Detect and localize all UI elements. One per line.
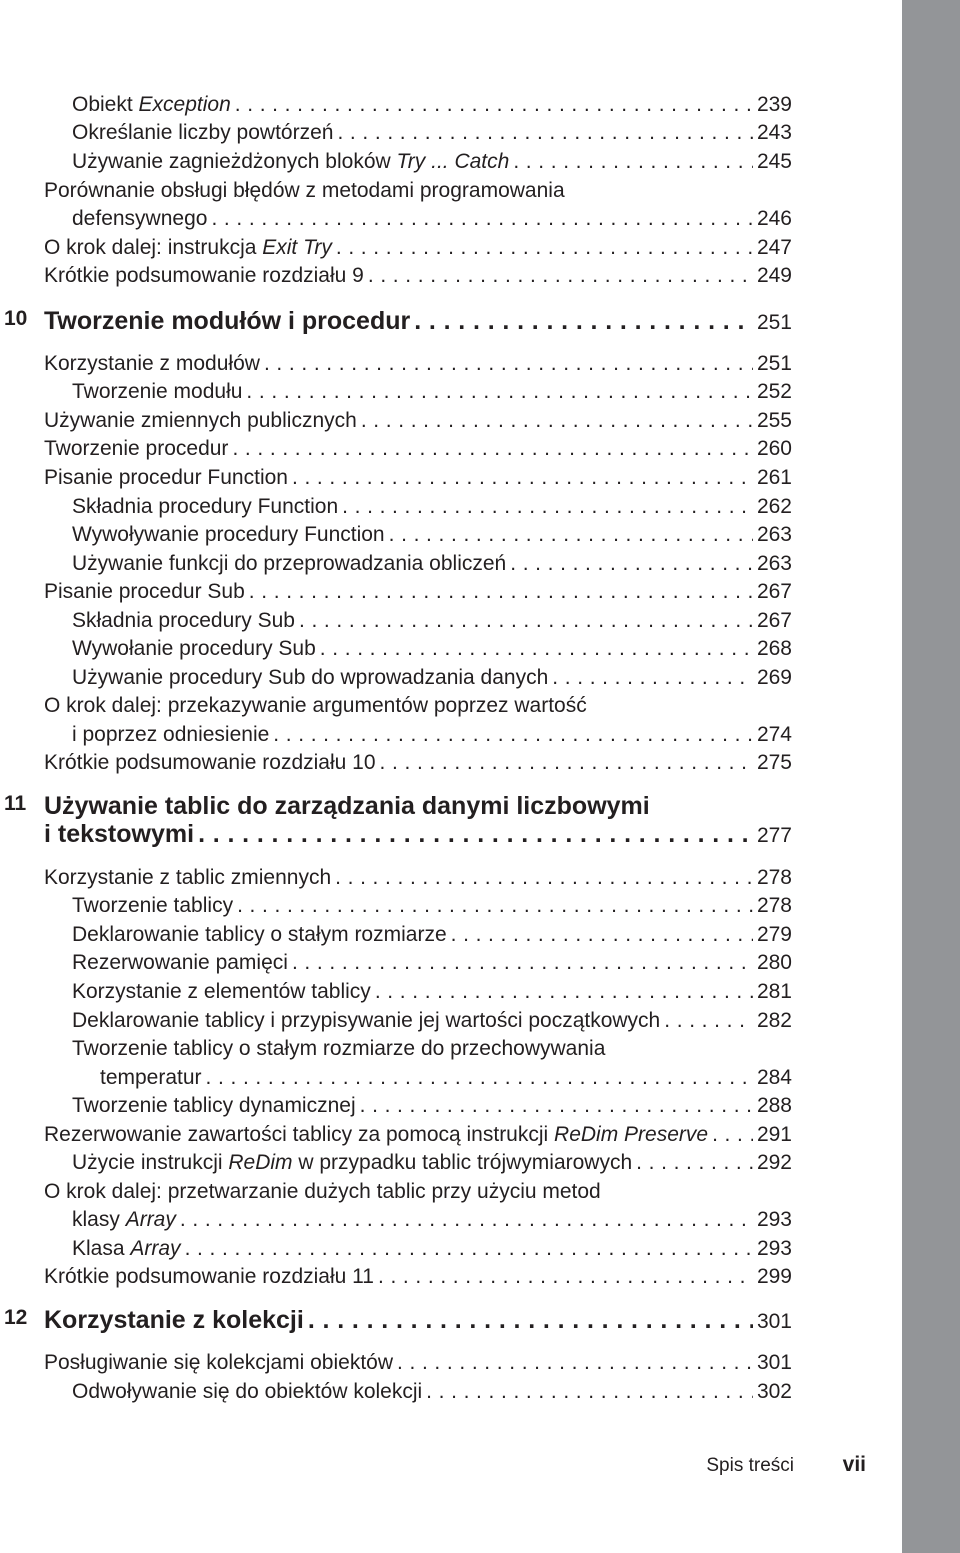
toc-entry (0, 864, 792, 892)
dot-leader (712, 1121, 753, 1149)
dot-leader (237, 892, 753, 920)
toc-entry-text: Tworzenie modułu (72, 380, 243, 403)
toc-entry-text: i poprzez odniesienie (72, 723, 270, 746)
toc-entry-text: Używanie procedury Sub do wprowadzania danych (72, 666, 549, 689)
toc-entry (0, 550, 792, 578)
chapter-title: i tekstowymi (44, 820, 195, 848)
toc-entry (0, 1121, 792, 1149)
dot-leader (375, 978, 753, 1006)
toc-entry-label (44, 234, 332, 262)
dot-leader (206, 1064, 753, 1092)
dot-leader (185, 1235, 753, 1263)
toc-page-number: 267 (756, 609, 792, 632)
toc-entry (0, 978, 792, 1006)
toc-page-number: 246 (756, 207, 792, 230)
toc-page-number: 269 (756, 666, 792, 689)
toc-entry (0, 949, 792, 977)
dot-leader (180, 1206, 753, 1234)
toc-page-number: 239 (756, 93, 792, 116)
toc-page-number: 261 (756, 466, 792, 489)
toc-page-number: 262 (756, 495, 792, 518)
toc-entry-label (72, 148, 509, 176)
dot-leader (510, 550, 753, 578)
toc-entry (0, 1092, 792, 1120)
dot-leader (426, 1378, 753, 1406)
toc-entry-label (72, 378, 242, 406)
toc-entry-emphasis: Array (130, 1237, 181, 1260)
toc-entry-emphasis: Array (125, 1208, 176, 1231)
toc-entry-text: Korzystanie z tablic zmiennych (44, 866, 332, 889)
chapter-page-number: 277 (756, 824, 792, 847)
toc-entry-label (44, 464, 288, 492)
toc-page-number: 284 (756, 1066, 792, 1089)
toc-page-number: 268 (756, 637, 792, 660)
toc-page-number: 278 (756, 894, 792, 917)
dot-leader (397, 1349, 753, 1377)
toc-entry-label (72, 607, 295, 635)
toc-entry-text: Korzystanie z elementów tablicy (72, 980, 371, 1003)
chapter-entry (0, 305, 792, 337)
toc-page-number: 245 (756, 150, 792, 173)
toc-entry (0, 521, 792, 549)
toc-entry (0, 1206, 792, 1234)
toc-entry-text: Użycie instrukcji (72, 1151, 229, 1174)
toc-page-number: 291 (756, 1123, 792, 1146)
toc-entry-text: Posługiwanie się kolekcjami obiektów (44, 1351, 394, 1374)
toc-entry (0, 148, 792, 176)
toc-entry-text: Klasa (72, 1237, 131, 1260)
toc-entry (0, 234, 792, 262)
toc-entry (0, 1263, 792, 1291)
toc-entry-label (72, 1092, 356, 1120)
toc-entry-text: Tworzenie procedur (44, 437, 229, 460)
toc-entry-label (72, 1149, 632, 1177)
toc-entry-label (44, 749, 376, 777)
dot-leader (249, 578, 753, 606)
toc-entry (0, 1235, 792, 1263)
toc-entry-text: Krótkie podsumowanie rozdziału 10 (44, 751, 376, 774)
toc-entry (0, 350, 792, 378)
toc-entry-text: Odwoływanie się do obiektów kolekcji (72, 1380, 423, 1403)
toc-page-number: 280 (756, 951, 792, 974)
toc-entry-emphasis: Try ... Catch (396, 150, 510, 173)
toc-entry-text: Deklarowanie tablicy i przypisywanie jej wartości początkowych (72, 1009, 661, 1032)
toc-entry (0, 91, 792, 119)
toc-entry-label (72, 721, 269, 749)
toc-entry (0, 378, 792, 406)
toc-entry (0, 119, 792, 147)
toc-entry-text: Tworzenie tablicy (72, 894, 234, 917)
toc-page-number: 267 (756, 580, 792, 603)
toc-entry-label (72, 1235, 181, 1263)
toc-entry (0, 635, 792, 663)
chapter-title: Tworzenie modułów i procedur (44, 307, 411, 335)
toc-entry-text: Deklarowanie tablicy o stałym rozmiarze (72, 923, 447, 946)
toc-entry-label (72, 892, 233, 920)
dot-leader (368, 262, 753, 290)
toc-entry-label (72, 521, 385, 549)
toc-entry-label (72, 1007, 660, 1035)
toc-entry-emphasis: Exception (138, 93, 231, 116)
toc-entry (0, 205, 792, 233)
chapter-entry (0, 818, 792, 850)
toc-page-number: 263 (756, 552, 792, 575)
toc-entry-text: Tworzenie tablicy dynamicznej (72, 1094, 356, 1117)
toc-entry (0, 921, 792, 949)
toc-entry-text: Używanie zagnieżdżonych bloków (72, 150, 397, 173)
toc-entry-text: Krótkie podsumowanie rozdziału 11 (44, 1265, 374, 1288)
toc-entry-text: Wywołanie procedury Sub (72, 637, 316, 660)
dot-leader (451, 921, 753, 949)
dot-leader (198, 818, 753, 850)
toc-page-number: 278 (756, 866, 792, 889)
toc-entry-emphasis: ReDim (228, 1151, 293, 1174)
toc-entry-label (44, 1263, 374, 1291)
toc-entry (0, 493, 792, 521)
dot-leader (360, 1092, 753, 1120)
toc-entry-text: Korzystanie z modułów (44, 352, 260, 375)
toc-entry-text: defensywnego (72, 207, 208, 230)
chapter-page-number: 301 (756, 1310, 792, 1333)
toc-entry-text: Obiekt (72, 93, 139, 116)
toc-page-number: 247 (756, 236, 792, 259)
toc-entry-text: Rezerwowanie zawartości tablicy za pomocą instrukcji (44, 1123, 555, 1146)
toc-entry-text: Wywoływanie procedury Function (72, 523, 385, 546)
toc-entry-label (72, 978, 371, 1006)
toc-entry-label (72, 949, 288, 977)
dot-leader (664, 1007, 753, 1035)
chapter-title-first-line: Używanie tablic do zarządzania danymi liczbowymi (44, 792, 650, 820)
dot-leader (361, 407, 753, 435)
dot-leader (513, 148, 753, 176)
toc-entry-text: Składnia procedury Function (72, 495, 339, 518)
toc-entry (0, 1007, 792, 1035)
toc-entry-text: temperatur (100, 1066, 202, 1089)
toc-entry-label (72, 1378, 422, 1406)
toc-entry (0, 749, 792, 777)
dot-leader (335, 864, 753, 892)
toc-entry-label (44, 435, 228, 463)
dot-leader (211, 205, 753, 233)
toc-page-number: 292 (756, 1151, 792, 1174)
chapter-number: 10 (4, 307, 28, 330)
toc-entry (0, 892, 792, 920)
dot-leader (378, 1263, 753, 1291)
dot-leader (264, 350, 753, 378)
toc-entry (0, 1349, 792, 1377)
toc-page-number: 281 (756, 980, 792, 1003)
toc-entry (0, 1064, 792, 1092)
toc-entry-label (44, 262, 364, 290)
toc-entry (0, 721, 792, 749)
toc-page-number: 274 (756, 723, 792, 746)
dot-leader (235, 91, 753, 119)
toc-page-number: 288 (756, 1094, 792, 1117)
dot-leader (299, 607, 753, 635)
toc-entry-label (72, 921, 447, 949)
footer-title: Spis treści (706, 1455, 794, 1476)
chapter-title: Korzystanie z kolekcji (44, 1306, 304, 1334)
footer-page-number: vii (842, 1453, 866, 1476)
toc-entry (0, 407, 792, 435)
toc-entry-text: Używanie funkcji do przeprowadzania obliczeń (72, 552, 507, 575)
dot-leader (292, 464, 753, 492)
toc-entry-text: Używanie zmiennych publicznych (44, 409, 357, 432)
toc-page-number: 249 (756, 264, 792, 287)
dot-leader (336, 234, 753, 262)
toc-page-number: 293 (756, 1237, 792, 1260)
toc-page-number: 251 (756, 352, 792, 375)
toc-entry (0, 578, 792, 606)
side-bar (902, 0, 960, 1553)
toc-page-number: 255 (756, 409, 792, 432)
dot-leader (380, 749, 753, 777)
dot-leader (308, 1304, 753, 1336)
dot-leader (292, 949, 753, 977)
toc-page-number: 260 (756, 437, 792, 460)
toc-entry-label (72, 550, 506, 578)
dot-leader (232, 435, 753, 463)
toc-entry (0, 262, 792, 290)
toc-entry-emphasis: Exit Try (262, 236, 332, 259)
toc-page-number: 279 (756, 923, 792, 946)
chapter-number: 11 (4, 792, 27, 815)
toc-entry-label (72, 493, 338, 521)
toc-entry (0, 607, 792, 635)
toc-entry-text: Określanie liczby powtórzeń (72, 121, 334, 144)
toc-entry (0, 464, 792, 492)
toc-entry-first-line: Tworzenie tablicy o stałym rozmiarze do przechowywania (72, 1037, 606, 1060)
chapter-number: 12 (4, 1306, 28, 1329)
toc-entry-label (44, 1349, 393, 1377)
toc-page-number: 301 (756, 1351, 792, 1374)
toc-entry (0, 1378, 792, 1406)
toc-entry-first-line: Porównanie obsługi błędów z metodami programowania (44, 179, 565, 202)
toc-page-number: 299 (756, 1265, 792, 1288)
toc-entry-first-line: O krok dalej: przekazywanie argumentów poprzez wartość (44, 694, 587, 717)
dot-leader (636, 1149, 753, 1177)
dot-leader (414, 305, 753, 337)
dot-leader (273, 721, 753, 749)
chapter-page-number: 251 (756, 311, 792, 334)
toc-page-number: 275 (756, 751, 792, 774)
toc-entry-label (72, 664, 548, 692)
toc-entry-label (72, 1206, 176, 1234)
toc-entry (0, 435, 792, 463)
toc-page-number: 263 (756, 523, 792, 546)
toc-entry-text: Rezerwowanie pamięci (72, 951, 288, 974)
toc-entry-label (72, 635, 316, 663)
toc-entry-label (44, 578, 245, 606)
toc-entry-label (44, 407, 357, 435)
toc-entry (0, 1149, 792, 1177)
toc-entry-label (72, 91, 231, 119)
toc-page-number: 293 (756, 1208, 792, 1231)
dot-leader (337, 119, 753, 147)
toc-entry-first-line: O krok dalej: przetwarzanie dużych tablic przy użyciu metod (44, 1180, 601, 1203)
toc-entry-text-post: w przypadku tablic trójwymiarowych (292, 1151, 633, 1174)
toc-entry-text: Pisanie procedur Sub (44, 580, 245, 603)
dot-leader (389, 521, 753, 549)
toc-entry-label (44, 350, 260, 378)
toc-entry-label (100, 1064, 202, 1092)
dot-leader (342, 493, 753, 521)
toc-page-number: 243 (756, 121, 792, 144)
toc-entry-text: Krótkie podsumowanie rozdziału 9 (44, 264, 364, 287)
toc-page-number: 302 (756, 1380, 792, 1403)
toc-entry-label (44, 864, 331, 892)
toc-entry-label (72, 205, 207, 233)
toc-entry-label (72, 119, 333, 147)
toc-page-number: 252 (756, 380, 792, 403)
dot-leader (552, 664, 753, 692)
toc-page-number: 282 (756, 1009, 792, 1032)
dot-leader (320, 635, 753, 663)
toc-entry-text: Składnia procedury Sub (72, 609, 295, 632)
toc-entry-text: O krok dalej: instrukcja (44, 236, 263, 259)
toc-entry-emphasis: ReDim Preserve (554, 1123, 709, 1146)
toc-entry (0, 664, 792, 692)
toc-entry-label (44, 1121, 708, 1149)
toc-entry-text: klasy (72, 1208, 126, 1231)
chapter-entry (0, 1304, 792, 1336)
toc-entry-text: Pisanie procedur Function (44, 466, 288, 489)
dot-leader (246, 378, 753, 406)
